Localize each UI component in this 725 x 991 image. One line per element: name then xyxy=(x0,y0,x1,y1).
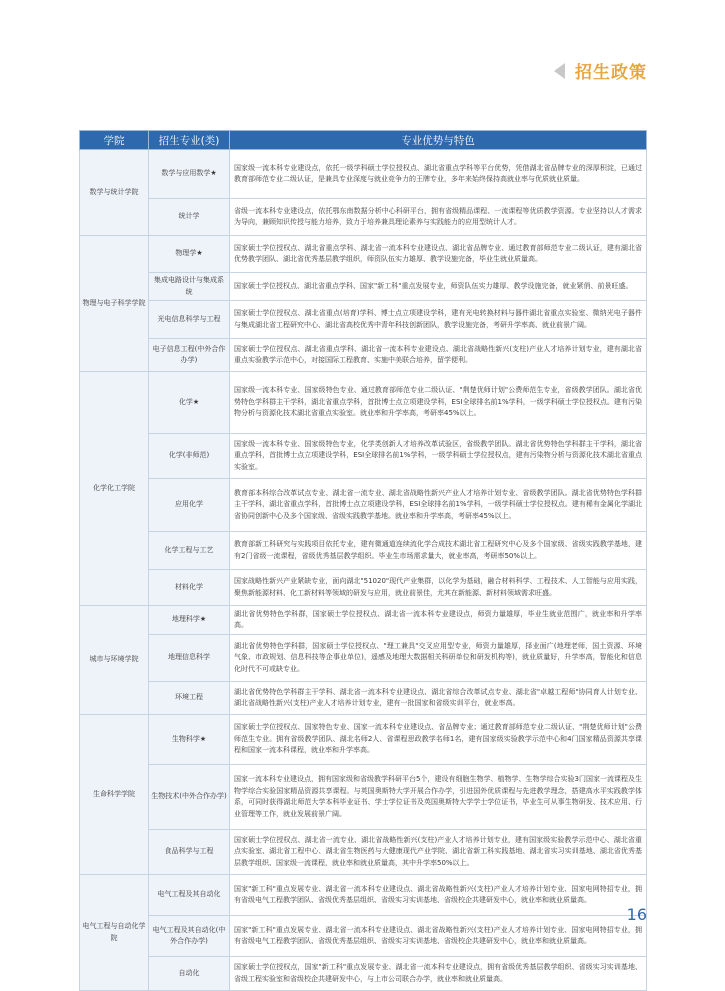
major-description: 教育部本科综合改革试点专业、湖北省一流专业、湖北省战略性新兴产业人才培养计划专业、省级教学团队。湖北省优势特色学科群主干学科，湖北省重点学科，首批博士点立项建设学科，ESI全球排名前1%学科，一级学科硕士学位授权点。建有稀有金属化学湖北省协同创新中心及多个国家级、省级实践教学基地。就业率和升学率高，考研率45%以上。 xyxy=(230,479,647,532)
major-name: 化学★ xyxy=(149,372,230,434)
major-name: 生物科学★ xyxy=(149,715,230,765)
major-name: 物理学★ xyxy=(149,236,230,273)
table-row xyxy=(80,875,647,916)
major-description: 国家硕士学位授权点、湖北省一流专业、湖北省战略性新兴(支柱)产业人才培养计划专业，建有国家级实验教学示范中心、湖北省重点实验室、湖北省工程中心、湖北省生物医药与大健康现代产业学院、湖北省新工科实践基地、湖北省实习实训基地、湖北省优秀基层教学组织、国家级一流课程，就业率和就业质量高，其中升学率50%以上。 xyxy=(230,830,647,875)
major-name: 集成电路设计与集成系统 xyxy=(149,273,230,301)
major-name: 电子信息工程(中外合作办学) xyxy=(149,339,230,372)
major-name: 材料化学 xyxy=(149,570,230,606)
table-row xyxy=(80,150,647,199)
table-row xyxy=(80,635,647,682)
table-row xyxy=(80,339,647,372)
major-description: 国家硕士学位授权点、湖北省重点学科、国家"新工科"重点发展专业，师资队伍实力雄厚、教学设施完备，就业紧俏、前景旺盛。 xyxy=(230,273,647,301)
majors-table xyxy=(79,130,647,991)
section-title: 招生政策 xyxy=(575,63,647,83)
major-name: 环境工程 xyxy=(149,682,230,715)
major-description: 国家硕士学位授权点、国家特色专业、国家一流本科专业建设点、省品牌专业；通过教育部师范专业二级认证、"荆楚优师计划"公费师范生专业。拥有省级教学团队、湖北名师2人、省课程思政教学名师1名，建有国家级实验教学示范中心和4门国家精品资源共享课程和国家一流本科课程，就业率和升学率高。 xyxy=(230,715,647,765)
major-name: 自动化 xyxy=(149,957,230,991)
major-description: 国家"新工科"重点发展专业、湖北省一流本科专业建设点、湖北省战略性新兴(支柱)产业人才培养计划专业、国家电网特招专业，拥有省级电气工程教学团队、省级优秀基层组织、省级实习实训基地、省级校企共建研发中心，就业率和就业质量高。 xyxy=(230,916,647,957)
major-description: 湖北省优势特色学科群，国家硕士学位授权点、"理工兼具"交叉应用型专业，师资力量雄厚，择业面广(地理老师，国土资源、环境气象、市政规划、信息科技等企事业单位)，遥感及地理大数据相关科研单位和研发机构等)，就业质量好，升学率高，智能化和信息化时代不可或缺专业。 xyxy=(230,635,647,682)
major-description: 国家硕士学位授权点、湖北省重点学科、湖北省一流本科专业建设点、湖北省战略性新兴(支柱)产业人才培养计划专业，建有湖北省重点实验教学示范中心，对接国际工程教育、实施中美联合培养，留学便利。 xyxy=(230,339,647,372)
college-name: 化学化工学院 xyxy=(80,372,149,606)
college-name: 城市与环境学院 xyxy=(80,606,149,715)
table-row xyxy=(80,606,647,635)
major-description: 省级一流本科专业建设点，依托鄂东南数据分析中心科研平台，拥有省级精品课程、一流课程等优质教学资源。专业坚持以人才需求为导向，兼顾知识传授与能力培养，致力于培养兼具理论素养与实践能力的应用型统计人才。 xyxy=(230,199,647,236)
major-name: 化学工程与工艺 xyxy=(149,532,230,570)
table-row xyxy=(80,236,647,273)
major-name: 生物技术(中外合作办学) xyxy=(149,765,230,830)
table-row xyxy=(80,957,647,991)
college-name: 物理与电子科学学院 xyxy=(80,236,149,372)
major-description: 国家硕士学位授权点，国家"新工科"重点发展专业、湖北省一流本科专业建设点，拥有省级优秀基层教学组织、省级实习实训基地、省级工程实验室和省级校企共建研发中心，与上市公司联合办学，就业率和就业质量高。 xyxy=(230,957,647,991)
major-name: 电气工程及其自动化(中外合作办学) xyxy=(149,916,230,957)
major-description: 湖北省优势特色学科群主干学科、湖北省一流本科专业建设点、湖北省综合改革试点专业、湖北省"卓越工程师"协同育人计划专业、湖北省战略性新兴(支柱)产业人才培养计划专业，建有一批国家和省级实训平台，就业率高。 xyxy=(230,682,647,715)
major-name: 食品科学与工程 xyxy=(149,830,230,875)
major-description: 国家一流本科专业建设点，拥有国家级和省级教学科研平台5个，建设有细胞生物学、植物学、生物学综合实验3门国家一流课程及生物学综合实验国家精品资源共享课程。与英国奥斯特大学开展合作办学，引进国外优质课程与先进教学理念，搭建高水平实践教学体系，可同时获得湖北师范大学本科毕业证书、学士学位证书及英国奥斯特大学学士学位证书，毕业生可从事生物研发、技术应用、行业管理等工作，就业发展前景广阔。 xyxy=(230,765,647,830)
major-description: 国家级一流本科专业、国家级特色专业，化学类创新人才培养改革试验区，省级教学团队。湖北省优势特色学科群主干学科，湖北省重点学科，首批博士点立项建设学科，ESI全球排名前1%学科，一级学科硕士学位授权点，建有污染物分析与资源化技术湖北省重点实验室。 xyxy=(230,434,647,479)
page-number: 16 xyxy=(626,905,647,924)
table-row xyxy=(80,916,647,957)
table-row xyxy=(80,830,647,875)
section-header xyxy=(554,58,647,83)
major-description: 国家"新工科"重点发展专业、湖北省一流本科专业建设点、湖北省战略性新兴(支柱)产业人才培养计划专业、国家电网特招专业，拥有省级电气工程教学团队、省级优秀基层组织、省级实习实训基地、省级校企共建研发中心，就业率和就业质量高。 xyxy=(230,875,647,916)
table-row xyxy=(80,273,647,301)
major-name: 地理科学★ xyxy=(149,606,230,635)
table-row xyxy=(80,434,647,479)
major-name: 光电信息科学与工程 xyxy=(149,301,230,339)
major-description: 国家战略性新兴产业紧缺专业，面向湖北"51020"现代产业集群，以化学为基础，融合材料科学、工程技术、人工智能与应用实践，聚焦新能源材料、化工新材料等领域的研发与应用，就业前景佳，尤其在新能源、新材料领域需求旺盛。 xyxy=(230,570,647,606)
table-row xyxy=(80,682,647,715)
major-name: 电气工程及其自动化 xyxy=(149,875,230,916)
major-name: 化学(非师范) xyxy=(149,434,230,479)
college-name: 电气工程与自动化学院 xyxy=(80,875,149,991)
major-description: 国家级一流本科专业建设点，依托一级学科硕士学位授权点、湖北省重点学科等平台优势，凭借湖北省品牌专业的深厚积淀，已通过教育部师范专业二级认证，是兼具专业深度与就业竞争力的王牌专业，多年来始终保持高就业率与优质就业质量。 xyxy=(230,150,647,199)
table-row xyxy=(80,479,647,532)
major-description: 国家级一流本科专业、国家级特色专业、通过教育部师范专业二级认证、"荆楚优师计划"公费师范生专业，省级教学团队。湖北省优势特色学科群主干学科，湖北省重点学科，首批博士点立项建设学科，ESI全球排名前1%学科，一级学科硕士学位授权点。建有污染物分析与资源化技术湖北省重点实验室。就业率和升学率高，考研率45%以上。 xyxy=(230,372,647,434)
header-features: 专业优势与特色 xyxy=(230,131,647,150)
college-name: 生命科学学院 xyxy=(80,715,149,875)
table-row xyxy=(80,715,647,765)
major-name: 应用化学 xyxy=(149,479,230,532)
major-description: 国家硕士学位授权点、湖北省重点(培育)学科、博士点立项建设学科，建有光电转换材料与器件湖北省重点实验室、微纳光电子器件与集成湖北省工程研究中心、湖北省高校优秀中青年科技创新团队，教学设施完备，考研升学率高、就业前景广阔。 xyxy=(230,301,647,339)
college-name: 数学与统计学院 xyxy=(80,150,149,236)
header-college: 学院 xyxy=(80,131,149,150)
major-description: 湖北省优势特色学科群，国家硕士学位授权点、湖北省一流本科专业建设点，师资力量雄厚，毕业生就业范围广，就业率和升学率高。 xyxy=(230,606,647,635)
header-major: 招生专业(类) xyxy=(149,131,230,150)
major-description: 国家硕士学位授权点、湖北省重点学科、湖北省一流本科专业建设点、湖北省品牌专业、通过教育部师范专业二级认证，建有湖北省优势教学团队、湖北省优秀基层教学组织，师资队伍实力雄厚、教学设施完备，毕业生就业质量高。 xyxy=(230,236,647,273)
major-name: 地理信息科学 xyxy=(149,635,230,682)
table-row xyxy=(80,570,647,606)
triangle-left-icon xyxy=(554,63,565,79)
table-header-row xyxy=(80,131,647,150)
major-name: 数学与应用数学★ xyxy=(149,150,230,199)
table-row xyxy=(80,199,647,236)
table-row xyxy=(80,372,647,434)
table-row xyxy=(80,301,647,339)
major-description: 教育部新工科研究与实践项目依托专业，建有微通道连续流化学合成技术湖北省工程研究中心及多个国家级、省级实践教学基地，建有2门省级一流课程，省级优秀基层教学组织。毕业生市场需求量大，就业率高，考研率50%以上。 xyxy=(230,532,647,570)
major-name: 统计学 xyxy=(149,199,230,236)
table-row xyxy=(80,765,647,830)
table-row xyxy=(80,532,647,570)
